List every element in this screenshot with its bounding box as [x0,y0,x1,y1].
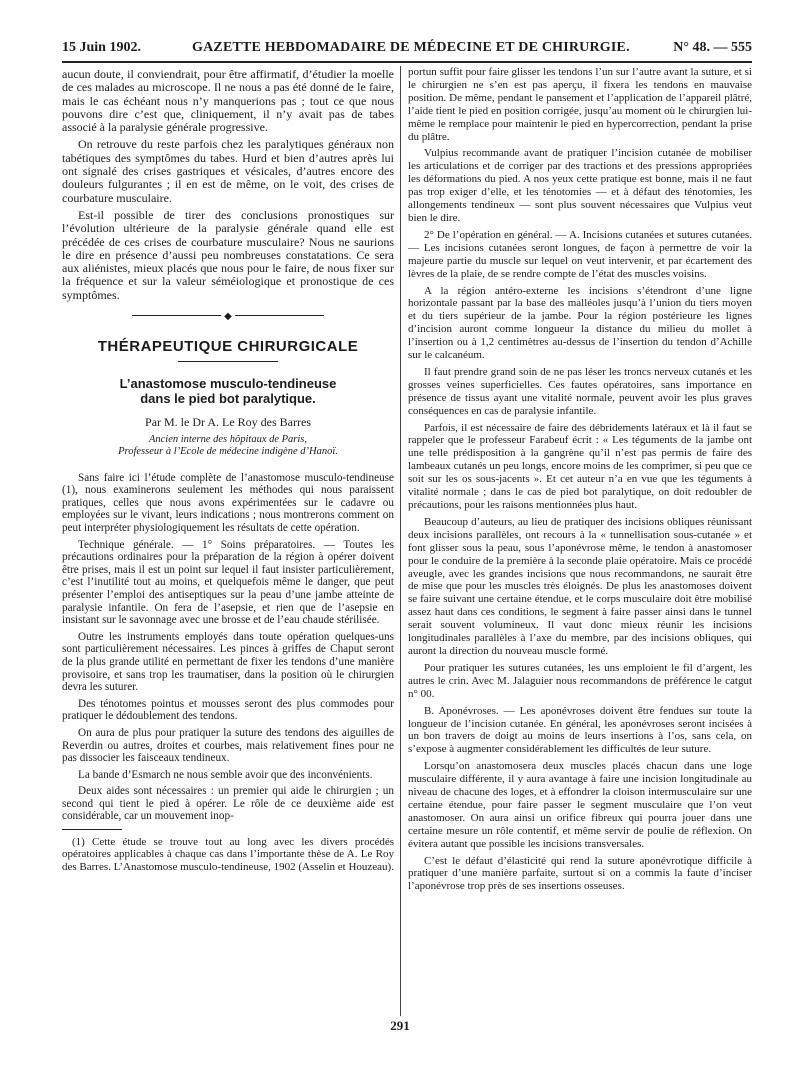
header-issue-page: N° 48. — 555 [673,40,752,55]
ornamental-separator [62,308,394,322]
paragraph: Il faut prendre grand soin de ne pas léser les troncs nerveux cutanés et les grosses veines superficielles. Ces fautes opératoires, sans importance en présence de tissus ayant une vitalité normale, peuvent avoir les plus graves conséquences en cas de paralysie infantile. [408,365,752,417]
paragraph: Beaucoup d’auteurs, au lieu de pratiquer des incisions obliques réunissant deux incisions parallèles, ont recours à la « tunnellisation sous-cutanée » et font glisser sous la peau, sous l’aponévrose même, le tendon à anastomoser pour le conduire de la première à la seconde plaie opératoire. Mais ce procédé aveugle, avec les grandes incisions que nous recommandons, ne saurait être de mise que pour les muscles très éloignés. De plus les anastomoses doivent se faire suivant une certaine étendue, et le corps musculaire doit être mobilisé assez haut dans ces conditions, le segment à faire passer ainsi dans le tunnel serait souvent volumineux. Il vaut donc mieux réunir les incisions longitudinales parallèles à l’axe du membre, par des incisions obliques, qui auront la direction du nouveau muscle formé. [408,515,752,657]
column-divider [400,66,401,1016]
author-affiliation [62,434,394,458]
article-body [62,472,394,823]
footnote-rule [62,829,122,830]
paragraph: Technique générale. — 1° Soins préparatoires. — Toutes les précautions ordinaires pour la préparation de la région à opérer doivent être prises, mais il est un point sur lequel il faut insister particulièrement, c’est l’inutilité tout au moins, et quelquefois même le danger, que peut présenter l’emploi des antiseptiques sur la peau d’une jambe atteinte de paralysie infantile. On fera de l’asepsie, et rien que de l’asepsie en insistant sur le savonnage avec une brosse et de l’eau chaude stérilisée. [62,538,394,627]
article-title-line: L’anastomose musculo-tendineuse [119,376,337,392]
paragraph: Parfois, il est nécessaire de faire des débridements latéraux et là il faut se rappeler que le professeur Farabeuf écrit : « Les téguments de la jambe ont une telle prédisposition à la gangrène qu’il n’est pas permis de faire des lambeaux cutanés un peu longs, encore moins de les comprimer, si peu que ce soit sur les os sous-jacents ». Et cet auteur n’a en vue que les téguments à vitalité normale ; dans le cas de pied bot paralytique, on doit redoubler de précautions, pour les raisons mentionnées plus haut. [408,421,752,511]
affiliation-line: Ancien interne des hôpitaux de Paris, [148,433,308,445]
right-column [408,66,752,897]
article-author: Par M. le Dr A. Le Roy des Barres [145,415,311,430]
paragraph: Des ténotomes pointus et mousses seront des plus commodes pour pratiquer le dédoublement des tendons. [62,697,394,723]
paragraph: La bande d’Esmarch ne nous semble avoir que des inconvénients. [78,768,373,781]
paragraph: C’est le défaut d’élasticité qui rend la suture aponévrotique difficile à pratiquer d’une manière parfaite, surtout si on a commis la faute d’inciser l’aponévrose trop près de ses insertions osseuses. [408,854,752,893]
paragraph: A la région antéro-externe les incisions s’étendront d’une ligne horizontale passant par la base des malléoles jusqu’à l’union du tiers moyen et du tiers supérieur de la jambe. Pour la région postérieure les lignes d’incision auront comme longueur la distance du milieu du mollet à l’insertion ou à 1,2 centimètres au-dessus de l’insertion du tendon d’Achille sur le calcanéum. [408,284,752,362]
page-number: 291 [390,1018,410,1033]
article-title [62,376,394,406]
diamond-ornament-icon: ◆ [221,310,235,323]
paragraph: Lorsqu’on anastomosera deux muscles placés chacun dans une loge musculaire différente, il y aura avantage à faire une incision longitudinale au niveau de chacune des loges, et à effondrer la cloison intermusculaire sur une certaine étendue, pour faire passer le segment musculaire que l’on veut anastomoser. On aura ainsi un orifice fibreux qui pourra jouer dans une certaine mesure un rôle contentif, et même servir de poulie de réflexion. On évitera autant que possible les incisions transversales. [408,760,752,850]
paragraph: Vulpius recommande avant de pratiquer l’incision cutanée de mobiliser les articulations et de corriger par des tractions et des pressions appropriées les déformations du pied. A nos yeux cette pratique est bonne, mais il ne faut pas trop exiger d’elle, et les ténotomies — et à défaut des ténotomies, les allongements tendineux — sont plus souvent nécessaires que Vulpius veut bien le dire. [408,147,752,224]
paragraph: portun suffit pour faire glisser les tendons l’un sur l’autre avant la suture, et si le chirurgien ne s’en est pas aperçu, il fixera les tendons en mauvaise position. De même, pendant le pansement et l’application de l’appareil plâtré, l’aide tient le pied en position corrigée, jusqu’au moment où le chirurgien lui-même le remplace pour maintenir le pied en hypercorrection, pendant la prise du plâtre. [408,66,752,143]
paragraph: Sans faire ici l’étude complète de l’anastomose musculo-tendineuse (1), nous examinerons seulement les méthodes qui nous paraissent pratiques, celles que nous avons expérimentées sur le cadavre ou employées sur le vivant, leurs indications ; nous montrerons comment on peut interpréter physiologiquement les résultats de cette opération. [62,471,394,535]
paragraph: Deux aides sont nécessaires : un premier qui aide le chirurgien ; un second qui tient le pied à opérer. Le rôle de ce deuxième aide est considérable, car un mouvement inop- [62,785,394,823]
left-column [62,68,394,877]
paragraph: Pour pratiquer les sutures cutanées, les uns emploient le fil d’argent, les autres le crin. Avec M. Jalaguier nous recommandons de préférence le catgut n° 00. [408,661,752,700]
paragraph: 2° De l’opération en général. — A. Incisions cutanées et sutures cutanées. — Les incisions cutanées seront longues, de façon à permettre de voir la majeure partie du muscle sur lequel on veut intervenir, et par écartement des lèvres de la plaie, de se rendre compte de l’état des muscles voisins. [408,228,752,280]
paragraph: Est-il possible de tirer des conclusions pronostiques sur l’évolution ultérieure de la paralysie générale quand elle est précédée de ces crises de courbature musculaire? Nous ne saurions le dire en présence d’aussi peu nombreuses constatations. Ce sera aux aliénistes, mieux placés que nous pour le faire, de nous fixer sur la fréquence et sur la valeur séméiologique et pronostique de ces symptômes. [62,207,394,302]
paragraph: Outre les instruments employés dans toute opération quelques-uns sont particulièrement nécessaires. Les pinces à griffes de Chaput seront de la plus grande utilité en permettant de fixer les tendons d’une manière provisoire, et sans trop les traumatiser, dans la position où le chirurgien devra les suturer. [62,630,394,694]
footnote: (1) Cette étude se trouve tout au long avec les divers procédés opératoires applicables à chaque cas dans l’importante thèse de A. Le Roy des Barres. L’Anastomose musculo-tendineuse, 1902 (Asselin et Houzeau). [62,836,394,873]
section-title: THÉRAPEUTIQUE CHIRURGICALE [97,338,359,356]
header-date: 15 Juin 1902. [62,40,141,55]
header-journal-title: GAZETTE HEBDOMADAIRE DE MÉDECINE ET DE CHIRURGIE. [192,40,630,55]
title-rule [178,361,278,362]
affiliation-line: Professeur à l’Ecole de médecine indigène d’Hanoï. [118,445,338,457]
paragraph: On aura de plus pour pratiquer la suture des tendons des aiguilles de Reverdin ou autres, droites et courbes, mais relativement fines pour ne pas dissocier les faisceaux tendineux. [62,726,394,765]
paragraph: aucun doute, il conviendrait, pour être affirmatif, d’étudier la moelle de ces malades au microscope. Il ne nous a pas été donné de le faire, mais le cas échéant nous n’y manquerions pas ; tout ce que nous pouvons dire c’est que, cliniquement, il n’y avait pas de tabes associé à la paralysie générale progressive. [62,67,394,135]
running-header [62,40,752,60]
header-rule [62,61,752,63]
paragraph: On retrouve du reste parfois chez les paralytiques généraux non tabétiques des symptômes du tabes. Hurd et bien d’autres après lui ont signalé des crises gastriques et vésicales, d’autres encore des douleurs fulgurantes ; il en est de même, on le voit, des crises de courbature musculaire. [62,137,394,205]
paragraph: B. Aponévroses. — Les aponévroses doivent être fendues sur toute la longueur de l’incision cutanée. En général, les aponévroses seront incisées à un bon travers de doigt au moins de leurs insertions à l’os, sans cela, on s’expose à augmenter considérablement les difficultés de leur suture. [408,704,752,756]
article-title-line: dans le pied bot paralytique. [140,391,316,407]
